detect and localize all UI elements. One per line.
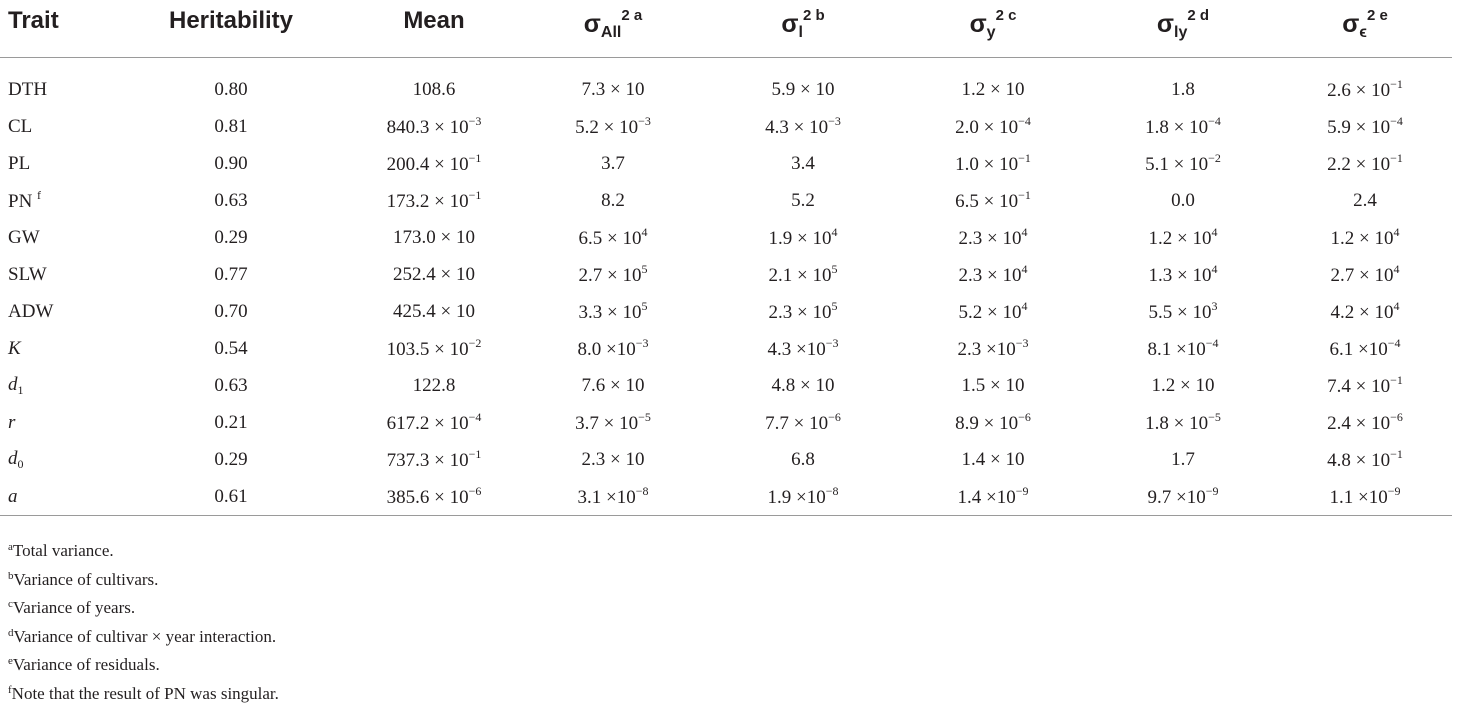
- value-cell: [708, 367, 898, 404]
- value-cell: [1278, 441, 1452, 478]
- value-exponent: −1: [469, 151, 482, 165]
- value-mantissa: 5.2 × 10: [575, 117, 638, 138]
- trait-cell: [0, 145, 112, 182]
- footnote-mark: e: [8, 655, 13, 667]
- value-mantissa: 1.9 × 10: [769, 228, 832, 249]
- value-mantissa: 5.1 × 10: [1145, 154, 1208, 175]
- value-mantissa: 173.2 × 10: [387, 191, 469, 212]
- heritability-cell: 0.54: [112, 330, 350, 367]
- value-cell: [518, 404, 708, 441]
- value-mantissa: 425.4 × 10: [393, 301, 475, 322]
- value-mantissa: 8.9 × 10: [955, 413, 1018, 434]
- value-mantissa: 103.5 × 10: [387, 339, 469, 360]
- value-mantissa: 200.4 × 10: [387, 154, 469, 175]
- value-exponent: −5: [1208, 410, 1221, 424]
- footnote-text: Variance of years.: [13, 598, 135, 617]
- value-cell: [708, 441, 898, 478]
- value-cell: [708, 219, 898, 256]
- value-cell: [350, 293, 518, 330]
- value-exponent: −1: [1390, 373, 1403, 387]
- value-exponent: −4: [1018, 114, 1031, 128]
- header-subscript: All: [601, 24, 621, 41]
- value-mantissa: 6.1 ×10: [1330, 339, 1388, 360]
- value-mantissa: 7.3 × 10: [582, 79, 645, 100]
- value-mantissa: 0.0: [1171, 190, 1195, 211]
- heritability-cell: 0.63: [112, 182, 350, 219]
- value-cell: [350, 404, 518, 441]
- value-cell: [898, 145, 1088, 182]
- trait-name: ADW: [8, 301, 53, 322]
- sigma-symbol: σ: [1157, 10, 1174, 38]
- header-subscript: ly: [1174, 24, 1187, 41]
- trait-subscript: 1: [18, 383, 24, 397]
- value-cell: [708, 71, 898, 108]
- value-mantissa: 1.4 × 10: [962, 449, 1025, 470]
- value-cell: [898, 441, 1088, 478]
- heritability-cell: 0.21: [112, 404, 350, 441]
- value-cell: [1278, 108, 1452, 145]
- value-cell: [518, 182, 708, 219]
- footnote: [8, 592, 279, 621]
- value-exponent: 3: [1211, 299, 1217, 313]
- value-cell: [1278, 293, 1452, 330]
- trait-name: PN: [8, 191, 32, 212]
- value-cell: [1088, 404, 1278, 441]
- value-mantissa: 5.9 × 10: [1327, 117, 1390, 138]
- value-mantissa: 1.2 × 10: [1331, 228, 1394, 249]
- header-subscript: l: [798, 24, 802, 41]
- trait-footnote-mark: f: [37, 188, 41, 202]
- value-exponent: −6: [828, 410, 841, 424]
- sigma-symbol: σ: [781, 10, 798, 38]
- value-cell: [898, 219, 1088, 256]
- value-mantissa: 5.2 × 10: [959, 302, 1022, 323]
- value-cell: [1088, 108, 1278, 145]
- sigma-symbol: σ: [970, 10, 987, 38]
- value-cell: [350, 330, 518, 367]
- value-cell: [898, 71, 1088, 108]
- value-mantissa: 5.2: [791, 190, 815, 211]
- value-exponent: 4: [1393, 262, 1399, 276]
- value-mantissa: 2.3 × 10: [959, 265, 1022, 286]
- sigma-symbol: σ: [584, 10, 601, 38]
- value-cell: [350, 478, 518, 516]
- value-cell: [1088, 219, 1278, 256]
- header-superscript: 2 b: [803, 7, 825, 24]
- value-cell: [898, 330, 1088, 367]
- header-superscript: 2 d: [1187, 7, 1209, 24]
- table-row: [0, 145, 1452, 182]
- value-cell: [898, 367, 1088, 404]
- value-mantissa: 122.8: [413, 375, 456, 396]
- value-cell: [1278, 330, 1452, 367]
- value-exponent: −3: [828, 114, 841, 128]
- value-cell: [898, 293, 1088, 330]
- table-row: [0, 330, 1452, 367]
- value-cell: [518, 71, 708, 108]
- value-mantissa: 385.6 × 10: [387, 487, 469, 508]
- footnote: [8, 649, 279, 678]
- trait-cell: [0, 330, 112, 367]
- column-header: [1278, 0, 1452, 58]
- value-exponent: 5: [641, 262, 647, 276]
- value-exponent: −4: [1388, 336, 1401, 350]
- trait-name: SLW: [8, 264, 47, 285]
- trait-cell: [0, 293, 112, 330]
- footnote-mark: a: [8, 541, 13, 553]
- value-cell: [898, 182, 1088, 219]
- value-mantissa: 737.3 × 10: [387, 450, 469, 471]
- value-exponent: 4: [1211, 225, 1217, 239]
- footnote-mark: f: [8, 684, 12, 696]
- value-exponent: 4: [1021, 225, 1027, 239]
- value-mantissa: 2.3 × 10: [959, 228, 1022, 249]
- footnote-text: Variance of cultivar × year interaction.: [14, 627, 277, 646]
- value-cell: [1278, 367, 1452, 404]
- value-cell: [898, 108, 1088, 145]
- trait-name: CL: [8, 116, 32, 137]
- value-cell: [1088, 293, 1278, 330]
- value-cell: [518, 108, 708, 145]
- value-cell: [1088, 330, 1278, 367]
- value-cell: [708, 330, 898, 367]
- footnote: [8, 621, 279, 650]
- trait-name: DTH: [8, 79, 47, 100]
- column-header: [1088, 0, 1278, 58]
- value-mantissa: 1.4 ×10: [958, 487, 1016, 508]
- value-exponent: 5: [641, 299, 647, 313]
- value-exponent: −1: [1390, 77, 1403, 91]
- header-superscript: 2 a: [621, 7, 642, 24]
- value-mantissa: 2.2 × 10: [1327, 154, 1390, 175]
- value-cell: [708, 256, 898, 293]
- value-exponent: −4: [1206, 336, 1219, 350]
- value-exponent: −8: [636, 484, 649, 498]
- value-mantissa: 4.3 ×10: [768, 339, 826, 360]
- table-row: [0, 108, 1452, 145]
- table-row: [0, 182, 1452, 219]
- value-exponent: 4: [1393, 299, 1399, 313]
- value-cell: [708, 182, 898, 219]
- value-mantissa: 1.1 ×10: [1330, 487, 1388, 508]
- value-exponent: −2: [1208, 151, 1221, 165]
- table-row: [0, 404, 1452, 441]
- trait-name: K: [8, 338, 21, 359]
- value-mantissa: 1.2 × 10: [962, 79, 1025, 100]
- value-mantissa: 5.9 × 10: [772, 79, 835, 100]
- value-cell: [1088, 256, 1278, 293]
- trait-cell: [0, 478, 112, 516]
- value-exponent: −6: [1018, 410, 1031, 424]
- value-cell: [518, 219, 708, 256]
- value-cell: [350, 441, 518, 478]
- value-exponent: −3: [1016, 336, 1029, 350]
- value-exponent: −1: [1018, 188, 1031, 202]
- value-exponent: −9: [1206, 484, 1219, 498]
- value-exponent: −6: [1390, 410, 1403, 424]
- value-mantissa: 2.7 × 10: [579, 265, 642, 286]
- value-cell: [1088, 441, 1278, 478]
- value-mantissa: 4.2 × 10: [1331, 302, 1394, 323]
- footnote-text: Total variance.: [13, 541, 114, 560]
- value-mantissa: 1.0 × 10: [955, 154, 1018, 175]
- value-cell: [350, 367, 518, 404]
- heritability-cell: 0.29: [112, 219, 350, 256]
- value-mantissa: 3.3 × 10: [579, 302, 642, 323]
- value-exponent: −4: [1208, 114, 1221, 128]
- footnote-text: Variance of residuals.: [13, 655, 160, 674]
- value-mantissa: 2.3 × 10: [769, 302, 832, 323]
- value-exponent: −4: [469, 410, 482, 424]
- value-exponent: −1: [469, 188, 482, 202]
- value-cell: [350, 219, 518, 256]
- value-cell: [708, 145, 898, 182]
- heritability-cell: 0.63: [112, 367, 350, 404]
- value-exponent: 4: [1021, 299, 1027, 313]
- value-mantissa: 2.0 × 10: [955, 117, 1018, 138]
- value-mantissa: 7.6 × 10: [582, 375, 645, 396]
- heritability-cell: 0.29: [112, 441, 350, 478]
- footnote-text: Note that the result of PN was singular.: [12, 684, 279, 703]
- value-mantissa: 108.6: [413, 79, 456, 100]
- column-header: Trait: [0, 0, 112, 58]
- value-exponent: 5: [831, 299, 837, 313]
- value-cell: [1088, 367, 1278, 404]
- value-exponent: 5: [831, 262, 837, 276]
- value-cell: [1088, 145, 1278, 182]
- value-cell: [1278, 404, 1452, 441]
- table-row: [0, 293, 1452, 330]
- header-row: [0, 0, 1452, 58]
- value-mantissa: 1.3 × 10: [1149, 265, 1212, 286]
- heritability-cell: 0.90: [112, 145, 350, 182]
- value-cell: [350, 71, 518, 108]
- value-mantissa: 9.7 ×10: [1148, 487, 1206, 508]
- value-mantissa: 1.7: [1171, 449, 1195, 470]
- footnote-mark: c: [8, 598, 13, 610]
- value-exponent: −3: [469, 114, 482, 128]
- trait-subscript: 0: [18, 457, 24, 471]
- value-exponent: −5: [638, 410, 651, 424]
- value-cell: [898, 478, 1088, 516]
- heritability-cell: 0.70: [112, 293, 350, 330]
- value-cell: [1278, 145, 1452, 182]
- value-cell: [1278, 256, 1452, 293]
- value-exponent: −3: [638, 114, 651, 128]
- value-cell: [708, 293, 898, 330]
- value-mantissa: 6.5 × 10: [955, 191, 1018, 212]
- value-cell: [1278, 71, 1452, 108]
- value-cell: [708, 404, 898, 441]
- value-mantissa: 617.2 × 10: [387, 413, 469, 434]
- footnote: [8, 564, 279, 593]
- value-mantissa: 5.5 × 10: [1149, 302, 1212, 323]
- value-mantissa: 3.4: [791, 153, 815, 174]
- value-exponent: 4: [1393, 225, 1399, 239]
- value-exponent: −9: [1388, 484, 1401, 498]
- value-mantissa: 2.7 × 10: [1331, 265, 1394, 286]
- value-mantissa: 2.3 × 10: [582, 449, 645, 470]
- trait-name: a: [8, 486, 18, 507]
- value-exponent: 4: [641, 225, 647, 239]
- sigma-symbol: σ: [1342, 10, 1359, 38]
- trait-cell: [0, 182, 112, 219]
- value-mantissa: 840.3 × 10: [387, 117, 469, 138]
- value-cell: [898, 404, 1088, 441]
- value-mantissa: 1.2 × 10: [1152, 375, 1215, 396]
- value-mantissa: 8.2: [601, 190, 625, 211]
- value-cell: [518, 478, 708, 516]
- trait-cell: [0, 404, 112, 441]
- value-cell: [518, 145, 708, 182]
- value-cell: [350, 182, 518, 219]
- value-exponent: 4: [831, 225, 837, 239]
- value-mantissa: 6.5 × 10: [579, 228, 642, 249]
- value-cell: [898, 256, 1088, 293]
- value-exponent: −1: [1018, 151, 1031, 165]
- value-mantissa: 6.8: [791, 449, 815, 470]
- column-header: [518, 0, 708, 58]
- value-mantissa: 173.0 × 10: [393, 227, 475, 248]
- header-subscript: ϵ: [1359, 24, 1367, 41]
- value-mantissa: 2.3 ×10: [958, 339, 1016, 360]
- value-exponent: −8: [826, 484, 839, 498]
- heritability-cell: 0.61: [112, 478, 350, 516]
- table-row: [0, 367, 1452, 404]
- value-exponent: −9: [1016, 484, 1029, 498]
- column-header: [708, 0, 898, 58]
- value-cell: [708, 108, 898, 145]
- value-cell: [1088, 182, 1278, 219]
- value-exponent: −2: [469, 336, 482, 350]
- value-mantissa: 1.5 × 10: [962, 375, 1025, 396]
- value-mantissa: 7.4 × 10: [1327, 376, 1390, 397]
- value-cell: [518, 330, 708, 367]
- value-mantissa: 8.0 ×10: [578, 339, 636, 360]
- value-mantissa: 2.4: [1353, 190, 1377, 211]
- value-cell: [1278, 478, 1452, 516]
- table-row: [0, 256, 1452, 293]
- value-mantissa: 4.3 × 10: [765, 117, 828, 138]
- header-superscript: 2 e: [1367, 7, 1388, 24]
- table-body: [0, 58, 1452, 516]
- table-row: [0, 478, 1452, 516]
- value-mantissa: 1.8 × 10: [1145, 413, 1208, 434]
- trait-name: PL: [8, 153, 30, 174]
- value-mantissa: 3.1 ×10: [578, 487, 636, 508]
- trait-name: d: [8, 448, 18, 469]
- trait-name: GW: [8, 227, 40, 248]
- footnote-mark: d: [8, 627, 14, 639]
- trait-name: r: [8, 412, 15, 433]
- value-mantissa: 1.8: [1171, 79, 1195, 100]
- trait-cell: [0, 71, 112, 108]
- trait-cell: [0, 256, 112, 293]
- value-mantissa: 2.1 × 10: [769, 265, 832, 286]
- value-mantissa: 4.8 × 10: [1327, 450, 1390, 471]
- value-cell: [350, 256, 518, 293]
- table-row: [0, 441, 1452, 478]
- table-row: [0, 219, 1452, 256]
- value-cell: [518, 441, 708, 478]
- footnote: [8, 678, 279, 706]
- value-cell: [518, 256, 708, 293]
- value-exponent: −3: [636, 336, 649, 350]
- value-cell: [350, 108, 518, 145]
- value-exponent: −1: [1390, 151, 1403, 165]
- heritability-cell: 0.77: [112, 256, 350, 293]
- trait-cell: [0, 367, 112, 404]
- trait-cell: [0, 108, 112, 145]
- column-header: Heritability: [112, 0, 350, 58]
- header-subscript: y: [987, 24, 996, 41]
- value-mantissa: 3.7: [601, 153, 625, 174]
- value-mantissa: 8.1 ×10: [1148, 339, 1206, 360]
- value-cell: [1088, 71, 1278, 108]
- column-header: Mean: [350, 0, 518, 58]
- value-cell: [708, 478, 898, 516]
- value-exponent: −6: [469, 484, 482, 498]
- value-cell: [1278, 219, 1452, 256]
- heritability-cell: 0.81: [112, 108, 350, 145]
- heritability-cell: 0.80: [112, 71, 350, 108]
- value-mantissa: 252.4 × 10: [393, 264, 475, 285]
- trait-name: d: [8, 374, 18, 395]
- value-mantissa: 1.9 ×10: [768, 487, 826, 508]
- trait-cell: [0, 219, 112, 256]
- column-header: [898, 0, 1088, 58]
- value-cell: [518, 367, 708, 404]
- footnote: [8, 535, 279, 564]
- value-exponent: −4: [1390, 114, 1403, 128]
- value-cell: [1278, 182, 1452, 219]
- value-mantissa: 1.2 × 10: [1149, 228, 1212, 249]
- table-footnotes: [8, 535, 279, 706]
- value-exponent: −1: [469, 447, 482, 461]
- value-cell: [518, 293, 708, 330]
- value-exponent: 4: [1211, 262, 1217, 276]
- header-superscript: 2 c: [996, 7, 1017, 24]
- value-mantissa: 2.4 × 10: [1327, 413, 1390, 434]
- value-exponent: −1: [1390, 447, 1403, 461]
- footnote-mark: b: [8, 570, 14, 582]
- value-mantissa: 4.8 × 10: [772, 375, 835, 396]
- value-exponent: 4: [1021, 262, 1027, 276]
- value-mantissa: 1.8 × 10: [1145, 117, 1208, 138]
- value-cell: [1088, 478, 1278, 516]
- table-row: [0, 71, 1452, 108]
- value-exponent: −3: [826, 336, 839, 350]
- value-mantissa: 3.7 × 10: [575, 413, 638, 434]
- trait-cell: [0, 441, 112, 478]
- footnote-text: Variance of cultivars.: [14, 570, 159, 589]
- value-mantissa: 2.6 × 10: [1327, 80, 1390, 101]
- value-cell: [350, 145, 518, 182]
- value-mantissa: 7.7 × 10: [765, 413, 828, 434]
